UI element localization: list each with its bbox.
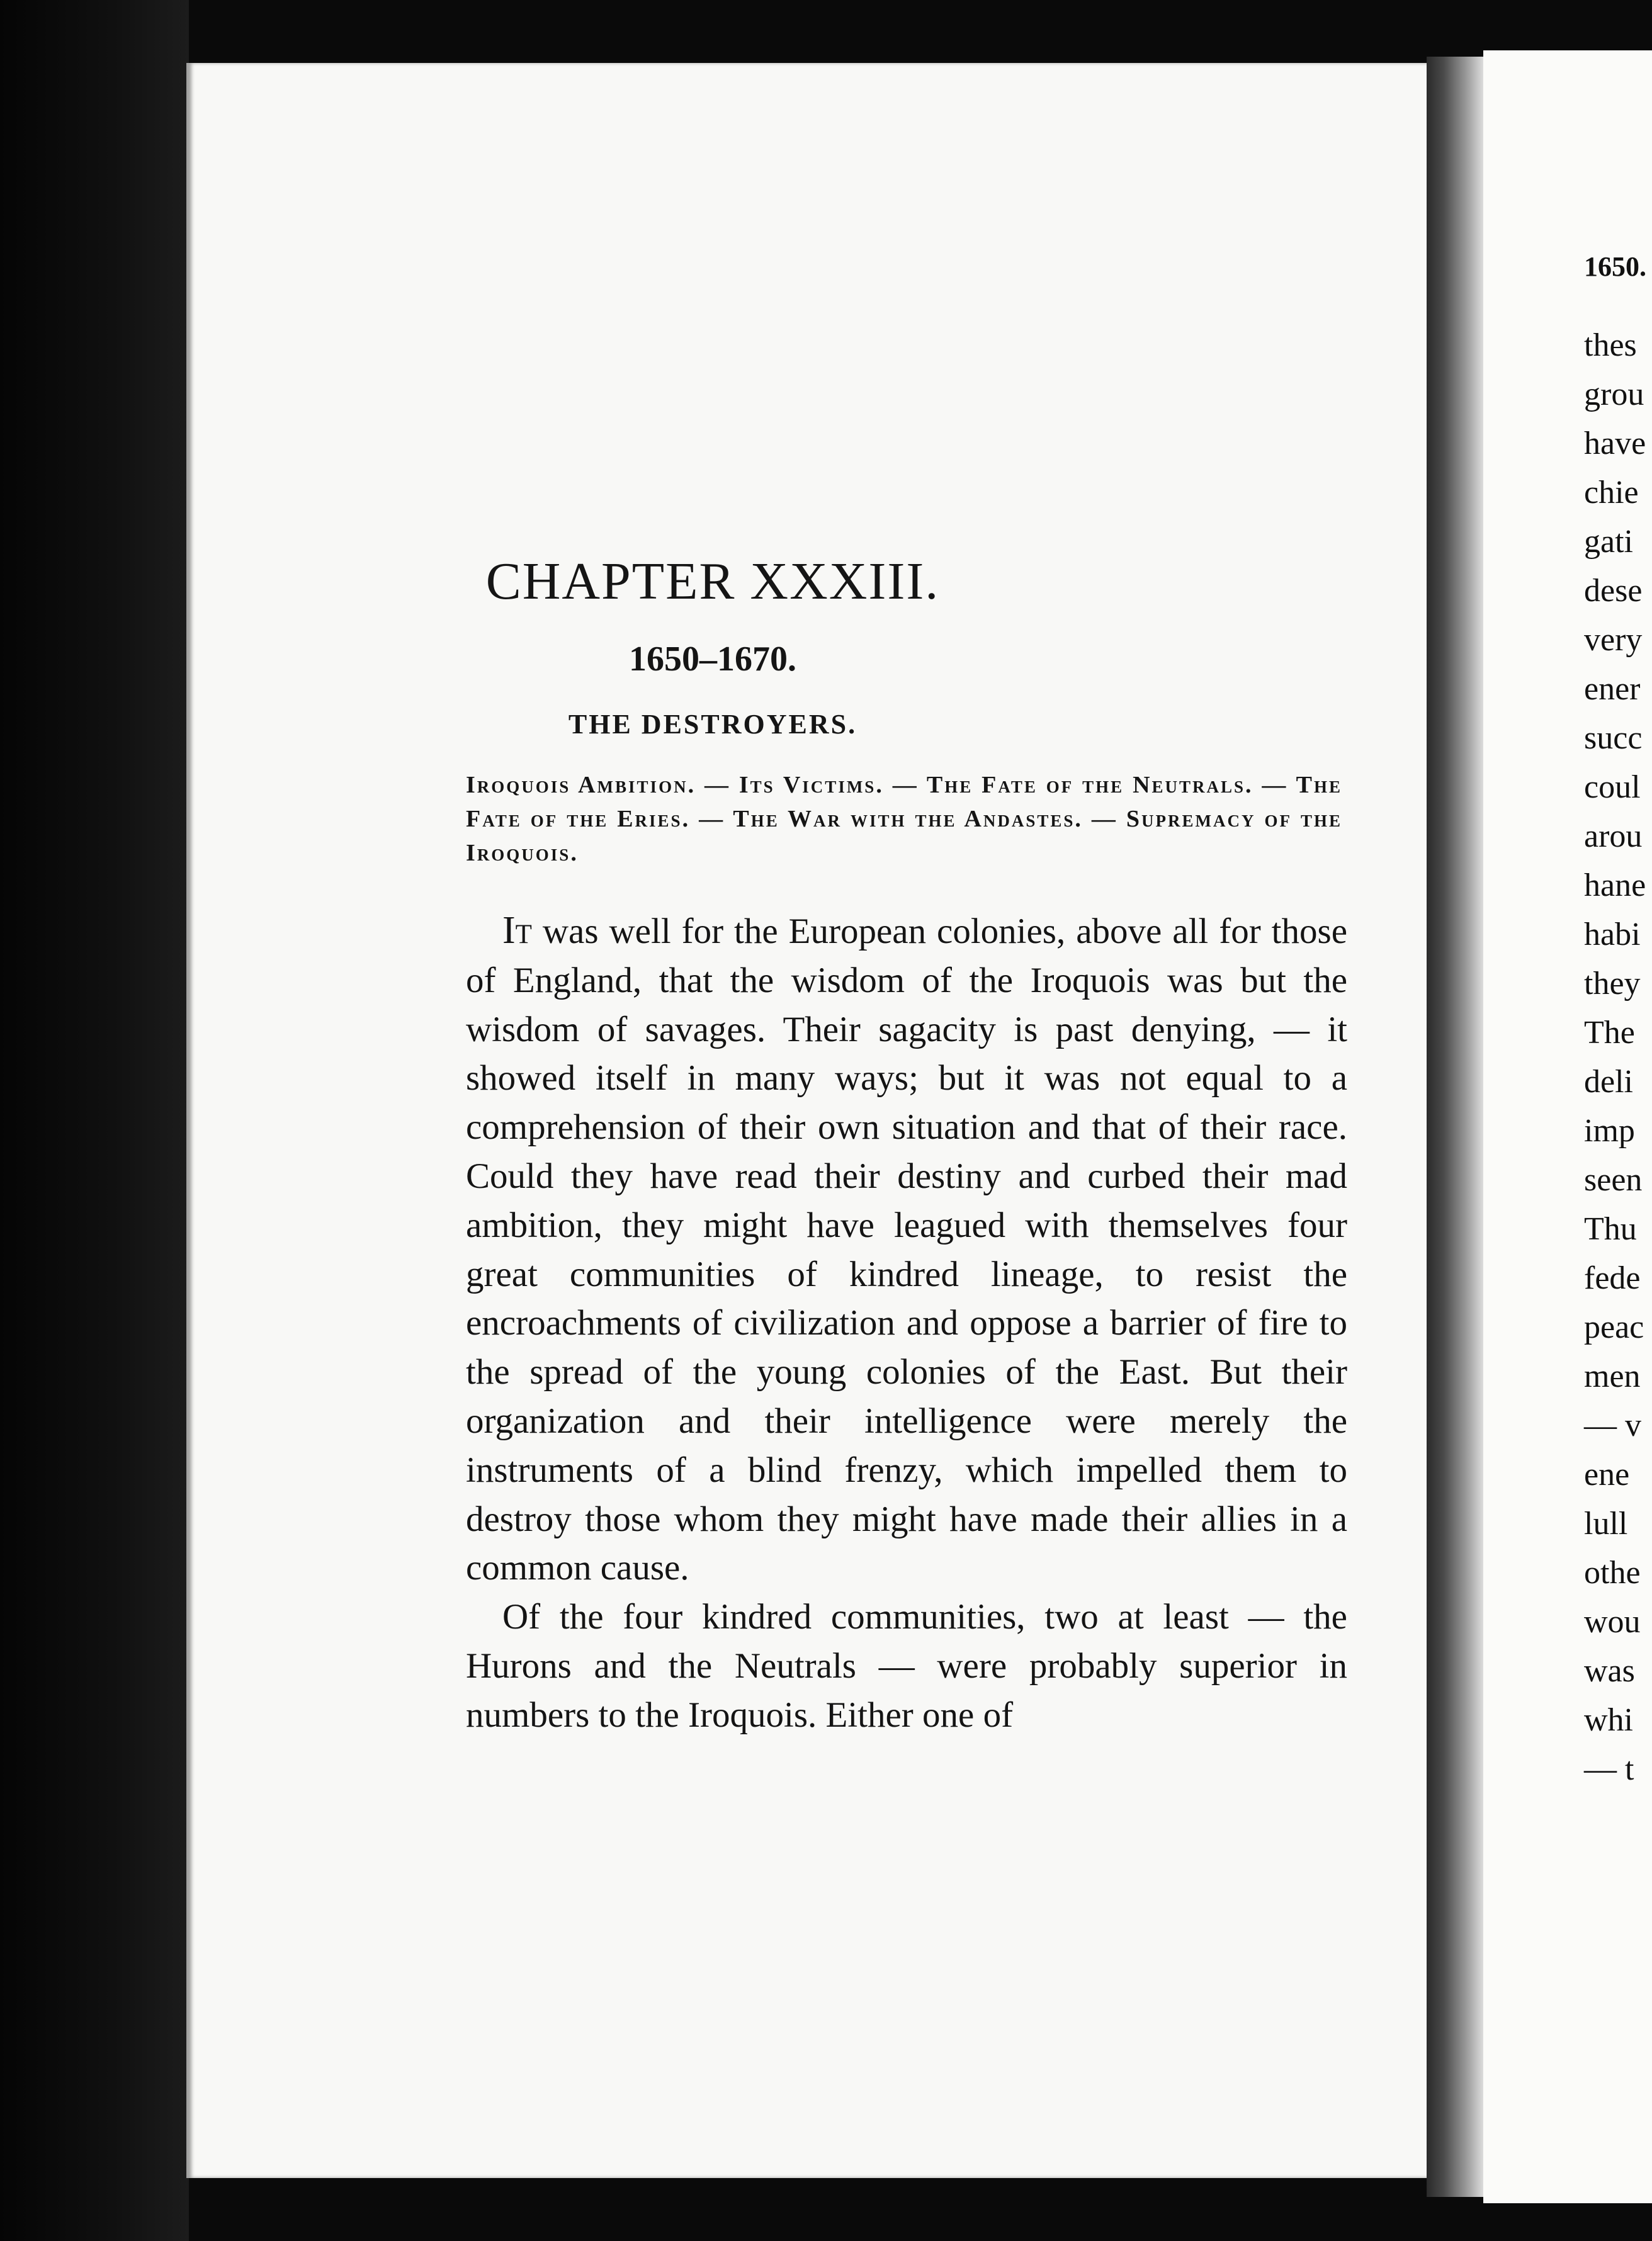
facing-line-fragment: very: [1584, 622, 1643, 658]
paragraph-2-text: Of the four kindred communities, two at least — the Hurons and the Neutrals — were probably superior in numbers to the Iroquois. Either one of: [466, 1597, 1347, 1735]
facing-line-fragment: fede: [1584, 1260, 1641, 1296]
facing-line-fragment: Thu: [1584, 1211, 1637, 1247]
chapter-subtitle-text: THE DESTROYERS.: [568, 709, 857, 740]
facing-line-fragment: men: [1584, 1358, 1641, 1394]
facing-line-fragment: arou: [1584, 818, 1643, 854]
facing-line-fragment: succ: [1584, 720, 1643, 756]
page-gutter: [1427, 57, 1483, 2197]
facing-line-fragment: dese: [1584, 573, 1643, 609]
facing-line-fragment: deli: [1584, 1064, 1633, 1100]
facing-line-fragment: habi: [1584, 917, 1641, 952]
facing-line-fragment: chie: [1584, 475, 1639, 511]
chapter-years-text: 1650–1670.: [629, 640, 796, 679]
facing-line-fragment: lull: [1584, 1506, 1628, 1542]
facing-line-fragment: coul: [1584, 769, 1641, 805]
paragraph-1-lead: It: [502, 909, 532, 952]
facing-line-fragment: imp: [1584, 1113, 1635, 1149]
chapter-years: [0, 639, 1652, 679]
facing-line-fragment: thes: [1584, 327, 1637, 363]
facing-line-fragment: — t: [1584, 1751, 1634, 1787]
facing-line-fragment: they: [1584, 966, 1641, 1002]
paragraph-2: [466, 1593, 1347, 1739]
facing-line-fragment: seen: [1584, 1162, 1643, 1198]
body-text: [466, 906, 1347, 1740]
facing-line-fragment: wou: [1584, 1604, 1641, 1640]
facing-line-fragment: was: [1584, 1653, 1635, 1689]
facing-line-fragment: whi: [1584, 1702, 1633, 1738]
facing-line-fragment: ene: [1584, 1457, 1630, 1493]
chapter-subtitle: [0, 708, 1652, 740]
facing-line-fragment: have: [1584, 426, 1646, 461]
facing-line-fragment: peac: [1584, 1309, 1644, 1345]
facing-line-fragment: ener: [1584, 671, 1641, 707]
chapter-summary: Iroquois Ambition. — Its Victims. — The Fate of the Neutrals. — The Fate of the Eries. — The War with the Andastes. — Supremacy of the Iroquois.: [466, 772, 1342, 866]
facing-line-fragment: The: [1584, 1015, 1635, 1051]
facing-line-fragment: othe: [1584, 1555, 1641, 1591]
chapter-title-text: CHAPTER XXXIII.: [485, 552, 940, 611]
paragraph-1-text: was well for the European colonies, above all for those of England, that the wisdom of the Iroquois was but the wisdom of savages. Their sagacity is past denying, — it showed itself in many ways; but it was not equal to a comprehension of their own situation and that of their race. Could they have read their destiny and curbed their mad ambition, they might have leagued with themselves four great communities of kindred lineage, to resist the encroachments of civilization and oppose a barrier of fire to the spread of the young colonies of the East. But their organization and their intelligence were merely the instruments of a blind frenzy, which impelled them to destroy those whom they might have made their allies in a common cause.: [466, 912, 1347, 1588]
facing-page: [1483, 50, 1652, 2203]
facing-page-lines: [1584, 321, 1646, 1794]
facing-line-fragment: hane: [1584, 867, 1646, 903]
facing-line-fragment: gati: [1584, 524, 1633, 560]
facing-line-fragment: grou: [1584, 376, 1644, 412]
paragraph-1: [466, 906, 1347, 1593]
facing-running-head: 1650.: [1584, 251, 1646, 282]
book-binding-edge: [0, 0, 189, 2241]
facing-line-fragment: — v: [1584, 1408, 1641, 1443]
chapter-title: [0, 551, 1652, 612]
